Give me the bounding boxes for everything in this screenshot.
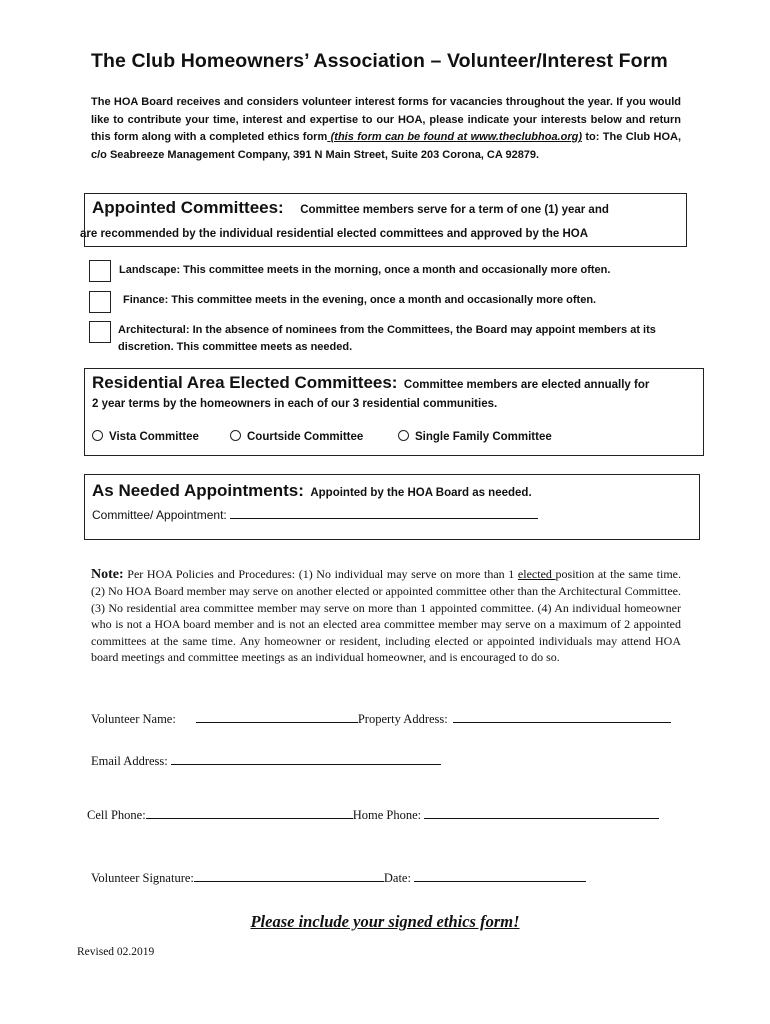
architectural-label: Architectural: In the absence of nominees from the Committees, the Board may appoint members at its discretion. This committee meets as needed.	[118, 324, 656, 353]
finance-label: Finance: This committee meets in the evening, once a month and occasionally more often.	[123, 294, 597, 306]
email-row	[91, 752, 441, 769]
vista-committee-radio[interactable]	[92, 430, 103, 441]
volunteer-signature-field[interactable]	[194, 869, 384, 882]
single-family-committee-label: Single Family Committee	[415, 431, 552, 443]
single-family-committee-option[interactable]	[398, 430, 552, 443]
vista-committee-option[interactable]	[92, 430, 199, 443]
as-needed-desc: Appointed by the HOA Board as needed.	[310, 487, 532, 499]
signature-row	[91, 869, 586, 886]
ethics-form-reminder: Please include your signed ethics form!	[250, 912, 520, 931]
elected-committees-desc-1: Committee members are elected annually for	[403, 379, 650, 391]
property-address-field[interactable]	[453, 710, 671, 723]
note-paragraph	[91, 566, 681, 665]
date-label: Date:	[383, 871, 415, 885]
intro-text: The HOA Board receives and considers volunteer interest forms for vacancies throughout the year. If you would like to contribute your time, interest and expertise to our HOA, please indicate your interests below and return this form along with a completed ethics form	[91, 96, 681, 144]
elected-committees-box	[84, 368, 704, 456]
note-elected-underlined: elected	[517, 567, 556, 581]
volunteer-name-field[interactable]	[196, 710, 358, 723]
cell-phone-field[interactable]	[146, 806, 353, 819]
home-phone-field[interactable]	[424, 806, 659, 819]
landscape-checkbox[interactable]	[89, 260, 111, 282]
volunteer-signature-label: Volunteer Signature:	[91, 871, 194, 885]
date-field[interactable]	[414, 869, 586, 882]
courtside-committee-label: Courtside Committee	[247, 431, 364, 443]
courtside-committee-option[interactable]	[230, 430, 363, 443]
single-family-committee-radio[interactable]	[398, 430, 409, 441]
property-address-label: Property Address:	[357, 712, 451, 726]
form-title: The Club Homeowners’ Association – Volunteer/Interest Form	[91, 50, 668, 72]
email-field[interactable]	[171, 752, 441, 765]
intro-paragraph	[91, 94, 681, 164]
committee-appointment-label: Committee/ Appointment:	[92, 508, 231, 522]
phone-row	[87, 806, 659, 823]
volunteer-name-row	[91, 710, 671, 727]
intro-address: to: The Club HOA, c/o Seabreeze Management Company, 391 N Main Street, Suite 203 Corona, CA 92879.	[91, 131, 681, 161]
courtside-committee-radio[interactable]	[230, 430, 241, 441]
note-text-2: position at the same time. (2) No HOA Board member may serve on another elected or appointed committee other than the Architectural Committee. (3) No residential area committee member may serve on more than 1 appointed committee. (4) An individual homeowner who is not a HOA board member and is not an elected area committee member may serve on a maximum of 2 appointed committees at the same time. Any homeowner or resident, including elected or appointed individuals may attend HOA board meetings and committee meetings as an individual homeowner, and is encouraged to do so.	[91, 567, 681, 665]
as-needed-box	[84, 474, 700, 540]
committee-appointment-field[interactable]	[230, 506, 538, 519]
appointed-committees-desc-1: Committee members serve for a term of one (1) year and	[300, 204, 609, 216]
appointed-committees-box	[80, 193, 687, 247]
elected-committees-heading: Residential Area Elected Committees:	[92, 373, 398, 392]
as-needed-heading: As Needed Appointments:	[92, 481, 304, 500]
volunteer-name-label: Volunteer Name:	[91, 712, 176, 726]
landscape-label: Landscape: This committee meets in the morning, once a month and occasionally more often.	[119, 264, 611, 276]
appointed-committees-desc-2: are recommended by the individual residential elected committees and approved by the HOA	[80, 228, 589, 240]
home-phone-label: Home Phone:	[352, 808, 425, 822]
email-label: Email Address:	[91, 754, 171, 768]
note-text-1: Per HOA Policies and Procedures: (1) No individual may serve on more than 1	[123, 567, 518, 581]
finance-checkbox[interactable]	[89, 291, 111, 313]
appointed-committees-heading: Appointed Committees:	[92, 198, 284, 217]
vista-committee-label: Vista Committee	[109, 431, 199, 443]
note-label: Note:	[91, 567, 124, 582]
ethics-form-link[interactable]: (this form can be found at www.theclubhoa.org)	[327, 131, 582, 144]
architectural-checkbox[interactable]	[89, 321, 111, 343]
revision-date: Revised 02.2019	[77, 946, 155, 958]
elected-committees-desc-2: 2 year terms by the homeowners in each of our 3 residential communities.	[92, 398, 498, 410]
cell-phone-label: Cell Phone:	[87, 808, 146, 822]
